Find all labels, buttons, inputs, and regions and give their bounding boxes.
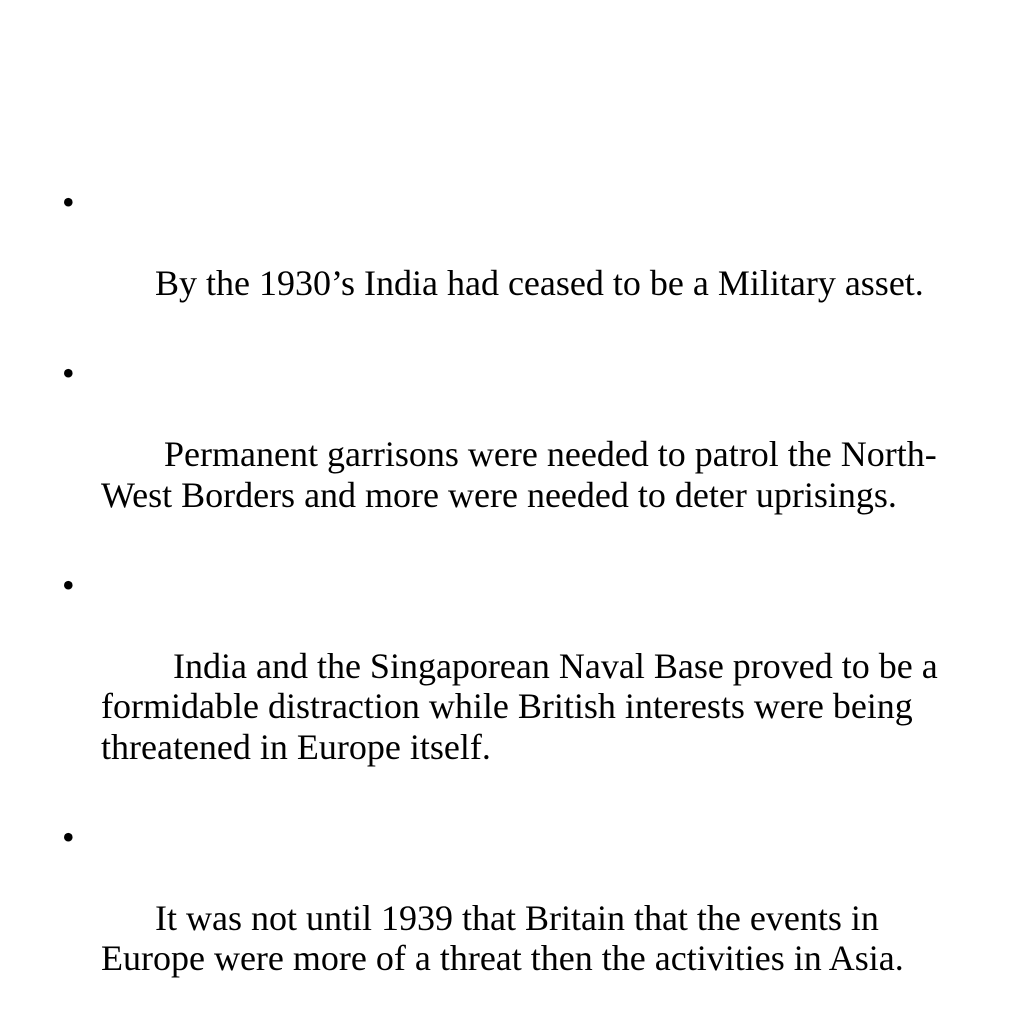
- bullet-icon: •: [62, 353, 75, 393]
- bullet-item: [62, 565, 982, 808]
- bullet-text: India and the Singaporean Naval Base proved to be a formidable distraction while British interests were being threatened in Europe itself.: [101, 645, 947, 767]
- bullet-icon: •: [62, 816, 75, 857]
- bullet-icon: •: [62, 564, 75, 605]
- bullet-item: [62, 353, 982, 556]
- bullet-icon: •: [62, 182, 75, 222]
- bullet-text: Permanent garrisons were needed to patrol the North-West Borders and more were needed to deter uprisings.: [101, 434, 937, 515]
- bullet-item: [62, 817, 982, 1020]
- bullet-text: It was not until 1939 that Britain that the events in Europe were more of a threat then the activities in Asia.: [101, 897, 904, 978]
- bullet-text: By the 1930’s India had ceased to be a Military asset.: [155, 263, 924, 303]
- bullet-list: [62, 182, 982, 1028]
- bullet-item: [62, 182, 982, 344]
